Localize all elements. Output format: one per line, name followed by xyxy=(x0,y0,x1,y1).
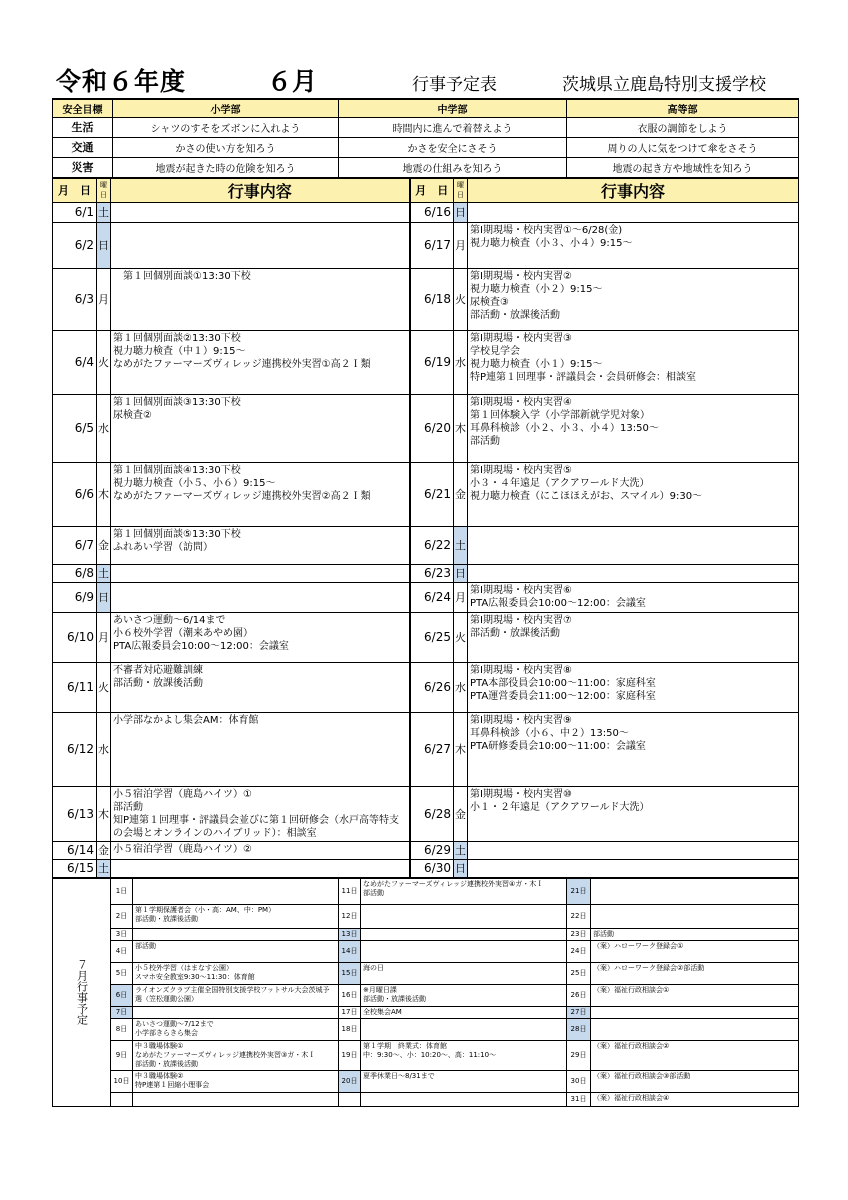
july-events: あいさつ運動～7/12まで 小学部きらきら集会 xyxy=(133,1018,339,1040)
july-date: 1日 xyxy=(111,878,133,904)
july-date: 11日 xyxy=(339,878,361,904)
schedule-events: あいさつ運動～6/14まで 小６校外学習（潮来あやめ園） PTA広報委員会10:00～12:00：会議室 xyxy=(111,612,410,662)
schedule-date: 6/18 xyxy=(410,268,454,330)
schedule-weekday: 月 xyxy=(454,222,468,268)
month-title: ６月 xyxy=(267,67,318,96)
july-events: ライオンズクラブ主催全国特別支援学校フットサル大会茨城予選（笠松運動公園） xyxy=(133,984,339,1006)
schedule-events: 第１回個別面談④13:30下校 視力聴力検査（小５、小６）9:15～ なめがたファーマーズヴィレッジ連携校外実習②高２Ｉ類 xyxy=(111,462,410,526)
schedule-weekday: 月 xyxy=(454,582,468,612)
july-schedule-table xyxy=(52,878,799,1107)
schedule-events xyxy=(111,202,410,222)
schedule-events: 第Ⅰ期現場・校内実習⑥ PTA広報委員会10:00～12:00：会議室 xyxy=(468,582,799,612)
july-events xyxy=(133,1092,339,1106)
document-kind: 行事予定表 xyxy=(412,75,497,95)
july-date: 27日 xyxy=(567,1006,591,1018)
schedule-page xyxy=(52,58,798,1107)
schedule-date: 6/30 xyxy=(410,859,454,877)
schedule-events xyxy=(111,859,410,877)
schedule-weekday: 木 xyxy=(454,712,468,786)
schedule-weekday: 水 xyxy=(454,662,468,712)
schedule-events: 第Ⅰ期現場・校内実習④ 第１回体験入学（小学部新就学児対象） 耳鼻科検診（小２、小３、小４）13:50～ 部活動 xyxy=(468,394,799,462)
schedule-weekday: 金 xyxy=(454,786,468,841)
july-date: 30日 xyxy=(567,1070,591,1092)
july-date: 9日 xyxy=(111,1040,133,1070)
july-date xyxy=(339,1092,361,1106)
fiscal-year: 令和６年度 xyxy=(56,67,187,96)
schedule-date: 6/1 xyxy=(53,202,97,222)
date-column-header: 月 日 xyxy=(53,178,97,202)
july-events: （案）福祉行政相談会④ xyxy=(591,1092,799,1106)
schedule-weekday: 金 xyxy=(97,526,111,564)
july-date: 3日 xyxy=(111,928,133,940)
schedule-weekday: 日 xyxy=(454,202,468,222)
schedule-weekday: 火 xyxy=(97,662,111,712)
july-events xyxy=(133,1006,339,1018)
july-date xyxy=(111,1092,133,1106)
school-name: 茨城県立鹿島特別支援学校 xyxy=(562,75,766,95)
july-events xyxy=(591,904,799,928)
weekday-column-header: 曜日 xyxy=(454,178,468,202)
goal-label-traffic: 交通 xyxy=(53,137,113,157)
july-date: 19日 xyxy=(339,1040,361,1070)
schedule-events: 第１回個別面談⑤13:30下校 ふれあい学習（訪問） xyxy=(111,526,410,564)
schedule-events xyxy=(468,841,799,859)
schedule-events: 第Ⅰ期現場・校内実習② 視力聴力検査（小２）9:15～ 尿検査③ 部活動・放課後活動 xyxy=(468,268,799,330)
goals-head-junior: 中学部 xyxy=(339,99,567,117)
july-events: 第１学期 終業式：体育館 中：9:30～、小：10:20～、高：11:10～ xyxy=(361,1040,567,1070)
schedule-date: 6/27 xyxy=(410,712,454,786)
schedule-date: 6/6 xyxy=(53,462,97,526)
july-events xyxy=(591,1018,799,1040)
goals-head-elementary: 小学部 xyxy=(113,99,339,117)
july-date: 2日 xyxy=(111,904,133,928)
schedule-weekday: 日 xyxy=(97,222,111,268)
schedule-events xyxy=(111,222,410,268)
weekday-column-header: 曜日 xyxy=(97,178,111,202)
july-date: 6日 xyxy=(111,984,133,1006)
july-events: （案）ハローワーク登録会②部活動 xyxy=(591,962,799,984)
schedule-date: 6/4 xyxy=(53,330,97,394)
goal-cell: シャツのすそをズボンに入れよう xyxy=(113,117,339,137)
schedule-date: 6/29 xyxy=(410,841,454,859)
july-date: 18日 xyxy=(339,1018,361,1040)
july-date: 12日 xyxy=(339,904,361,928)
date-column-header: 月 日 xyxy=(410,178,454,202)
goal-cell: かさを安全にさそう xyxy=(339,137,567,157)
schedule-events: 第Ⅰ期現場・校内実習⑨ 耳鼻科検診（小６、中２）13:50～ PTA研修委員会10:00～11:00：会議室 xyxy=(468,712,799,786)
july-date: 28日 xyxy=(567,1018,591,1040)
schedule-events: 第１回個別面談③13:30下校 尿検査② xyxy=(111,394,410,462)
schedule-events: 第Ⅰ期現場・校内実習⑩ 小１・２年遠足（アクアワールド大洗） xyxy=(468,786,799,841)
schedule-events: 第Ⅰ期現場・校内実習⑧ PTA本部役員会10:00～11:00：家庭科室 PTA運営委員会11:00～12:00：家庭科室 xyxy=(468,662,799,712)
july-events xyxy=(361,1018,567,1040)
schedule-date: 6/25 xyxy=(410,612,454,662)
july-events xyxy=(133,878,339,904)
goal-label-life: 生活 xyxy=(53,117,113,137)
schedule-events: 第Ⅰ期現場・校内実習③ 学校見学会 視力聴力検査（小１）9:15～ 特P連第１回理事・評議員会・会員研修会：相談室 xyxy=(468,330,799,394)
july-date: 20日 xyxy=(339,1070,361,1092)
schedule-events xyxy=(468,202,799,222)
schedule-weekday: 土 xyxy=(97,859,111,877)
schedule-weekday: 木 xyxy=(97,462,111,526)
schedule-weekday: 水 xyxy=(454,330,468,394)
content-column-header: 行事内容 xyxy=(111,178,410,202)
schedule-events: 第１回個別面談②13:30下校 視力聴力検査（中１）9:15～ なめがたファーマーズヴィレッジ連携校外実習①高２Ｉ類 xyxy=(111,330,410,394)
july-date: 5日 xyxy=(111,962,133,984)
july-date: 10日 xyxy=(111,1070,133,1092)
july-date: 8日 xyxy=(111,1018,133,1040)
schedule-events: 第Ⅰ期現場・校内実習⑦ 部活動・放課後活動 xyxy=(468,612,799,662)
schedule-date: 6/14 xyxy=(53,841,97,859)
goal-cell: 周りの人に気をつけて傘をさそう xyxy=(567,137,799,157)
schedule-events: 第Ⅰ期現場・校内実習⑤ 小３・４年遠足（アクアワールド大洗） 視力聴力検査（にこほほえがお、スマイル）9:30～ xyxy=(468,462,799,526)
schedule-events: 不審者対応避難訓練 部活動・放課後活動 xyxy=(111,662,410,712)
july-date: 22日 xyxy=(567,904,591,928)
july-events: 海の日 xyxy=(361,962,567,984)
schedule-date: 6/3 xyxy=(53,268,97,330)
safety-goals-table xyxy=(52,98,799,178)
july-date: 31日 xyxy=(567,1092,591,1106)
july-date: 16日 xyxy=(339,984,361,1006)
july-events: 中３職場体験① なめがたファーマーズヴィレッジ連携校外実習③ガ・木Ｉ 部活動・放課後活動 xyxy=(133,1040,339,1070)
schedule-weekday: 火 xyxy=(454,612,468,662)
july-date: 14日 xyxy=(339,940,361,962)
july-events: （案）福祉行政相談会③部活動 xyxy=(591,1070,799,1092)
july-events: 第１学期保護者会（小・高：AM、中：PM） 部活動・放課後活動 xyxy=(133,904,339,928)
july-events xyxy=(361,940,567,962)
july-date: 24日 xyxy=(567,940,591,962)
june-schedule-table xyxy=(52,178,799,878)
schedule-events xyxy=(111,582,410,612)
july-events: なめがたファーマーズヴィレッジ連携校外実習④ガ・木Ｉ 部活動 xyxy=(361,878,567,904)
schedule-date: 6/28 xyxy=(410,786,454,841)
schedule-weekday: 木 xyxy=(97,786,111,841)
schedule-date: 6/22 xyxy=(410,526,454,564)
schedule-weekday: 金 xyxy=(454,462,468,526)
schedule-weekday: 土 xyxy=(454,841,468,859)
schedule-weekday: 金 xyxy=(97,841,111,859)
schedule-date: 6/10 xyxy=(53,612,97,662)
goal-cell: かさの使い方を知ろう xyxy=(113,137,339,157)
schedule-date: 6/21 xyxy=(410,462,454,526)
schedule-events xyxy=(468,526,799,564)
july-date: 17日 xyxy=(339,1006,361,1018)
july-events: 小５校外学習（はまなす公園） スマホ安全教室9:30～11:30：体育館 xyxy=(133,962,339,984)
goals-head-label: 安全目標 xyxy=(53,99,113,117)
july-events xyxy=(133,928,339,940)
schedule-weekday: 水 xyxy=(97,712,111,786)
schedule-weekday: 火 xyxy=(97,330,111,394)
july-date: 15日 xyxy=(339,962,361,984)
july-events: 部活動 xyxy=(591,928,799,940)
content-column-header: 行事内容 xyxy=(468,178,799,202)
july-events xyxy=(591,1006,799,1018)
schedule-date: 6/17 xyxy=(410,222,454,268)
july-date: 13日 xyxy=(339,928,361,940)
schedule-date: 6/15 xyxy=(53,859,97,877)
schedule-events: 小学部なかよし集会AM：体育館 xyxy=(111,712,410,786)
july-date: 23日 xyxy=(567,928,591,940)
schedule-weekday: 火 xyxy=(454,268,468,330)
schedule-date: 6/26 xyxy=(410,662,454,712)
july-date: 29日 xyxy=(567,1040,591,1070)
july-date: 7日 xyxy=(111,1006,133,1018)
schedule-weekday: 日 xyxy=(454,859,468,877)
goals-head-senior: 高等部 xyxy=(567,99,799,117)
schedule-date: 6/16 xyxy=(410,202,454,222)
goal-cell: 地震の仕組みを知ろう xyxy=(339,157,567,177)
schedule-date: 6/24 xyxy=(410,582,454,612)
schedule-weekday: 土 xyxy=(97,202,111,222)
july-events: （案）ハローワーク登録会① xyxy=(591,940,799,962)
july-events: 夏季休業日～8/31まで xyxy=(361,1070,567,1092)
schedule-date: 6/12 xyxy=(53,712,97,786)
schedule-date: 6/11 xyxy=(53,662,97,712)
july-events: 部活動 xyxy=(133,940,339,962)
schedule-weekday: 月 xyxy=(97,612,111,662)
schedule-events xyxy=(111,564,410,582)
schedule-weekday: 木 xyxy=(454,394,468,462)
july-events: （案）福祉行政相談会② xyxy=(591,1040,799,1070)
schedule-date: 6/20 xyxy=(410,394,454,462)
july-events: ※月曜日課 部活動・放課後活動 xyxy=(361,984,567,1006)
july-date: 26日 xyxy=(567,984,591,1006)
schedule-weekday: 月 xyxy=(97,268,111,330)
july-events xyxy=(361,904,567,928)
schedule-weekday: 土 xyxy=(454,526,468,564)
july-events: （案）福祉行政相談会① xyxy=(591,984,799,1006)
schedule-events: 第１回個別面談①13:30下校 xyxy=(111,268,410,330)
goal-label-disaster: 災害 xyxy=(53,157,113,177)
schedule-weekday: 日 xyxy=(97,582,111,612)
schedule-date: 6/13 xyxy=(53,786,97,841)
goal-cell: 地震が起きた時の危険を知ろう xyxy=(113,157,339,177)
july-events: 全校集会AM xyxy=(361,1006,567,1018)
goal-cell: 衣服の調節をしよう xyxy=(567,117,799,137)
goal-cell: 地震の起き方や地域性を知ろう xyxy=(567,157,799,177)
schedule-date: 6/9 xyxy=(53,582,97,612)
schedule-events: 第Ⅰ期現場・校内実習①～6/28(金) 視力聴力検査（小３、小４）9:15～ xyxy=(468,222,799,268)
goal-cell: 時間内に進んで着替えよう xyxy=(339,117,567,137)
july-events xyxy=(361,1092,567,1106)
schedule-events: 小５宿泊学習（鹿島ハイツ）① 部活動 知P連第１回理事・評議員会並びに第１回研修会（水戸高等特支の会場とオンラインのハイブリッド）：相談室 xyxy=(111,786,410,841)
july-title: ７月行事予定 xyxy=(53,878,111,1106)
schedule-events xyxy=(468,859,799,877)
july-events: 中３職場体験② 特P連第１回縮小理事会 xyxy=(133,1070,339,1092)
schedule-weekday: 日 xyxy=(454,564,468,582)
page-header xyxy=(52,58,798,98)
july-date: 21日 xyxy=(567,878,591,904)
schedule-date: 6/23 xyxy=(410,564,454,582)
schedule-date: 6/7 xyxy=(53,526,97,564)
july-events xyxy=(591,878,799,904)
schedule-events: 小５宿泊学習（鹿島ハイツ）② xyxy=(111,841,410,859)
schedule-weekday: 土 xyxy=(97,564,111,582)
july-date: 25日 xyxy=(567,962,591,984)
schedule-date: 6/19 xyxy=(410,330,454,394)
schedule-date: 6/5 xyxy=(53,394,97,462)
schedule-date: 6/8 xyxy=(53,564,97,582)
schedule-events xyxy=(468,564,799,582)
schedule-weekday: 水 xyxy=(97,394,111,462)
july-events xyxy=(361,928,567,940)
july-date: 4日 xyxy=(111,940,133,962)
schedule-date: 6/2 xyxy=(53,222,97,268)
